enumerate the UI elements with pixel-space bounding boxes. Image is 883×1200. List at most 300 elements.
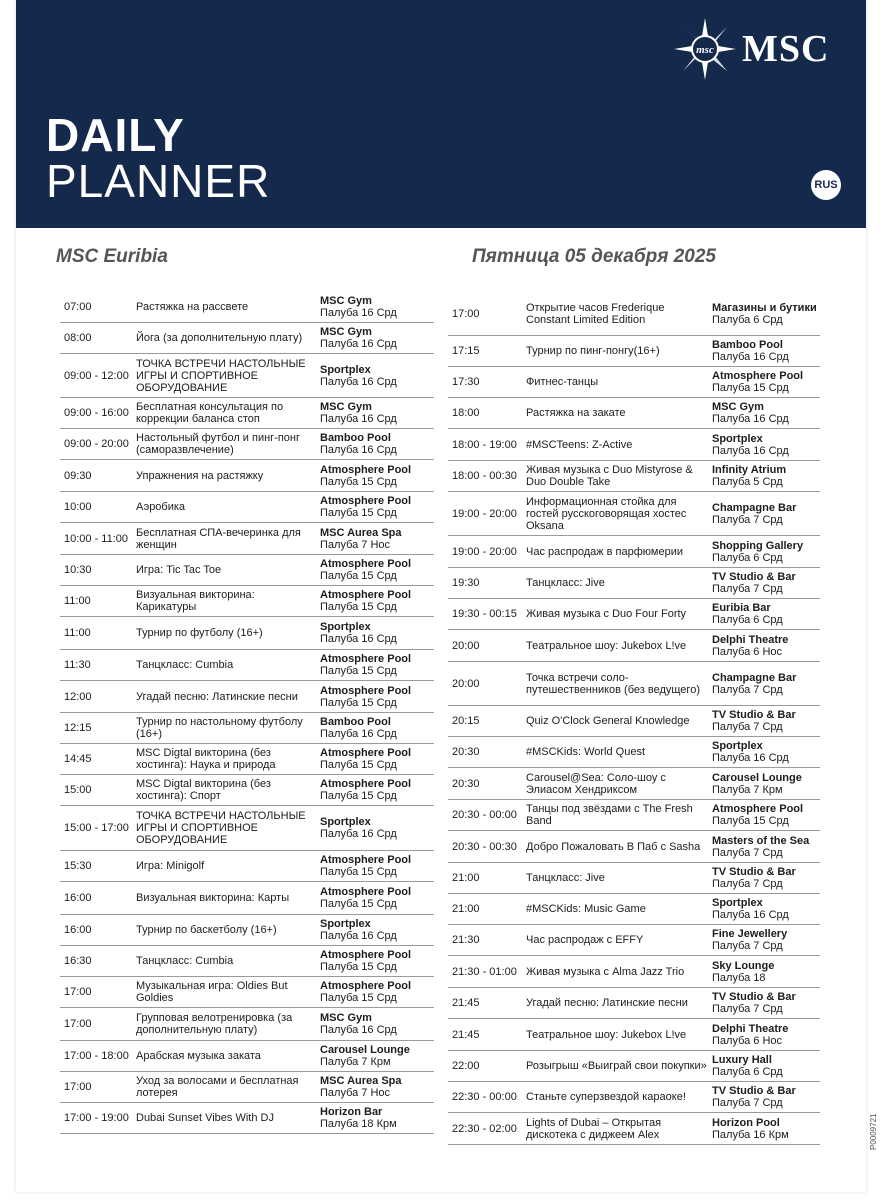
event-location [712,928,820,952]
event-location [320,1012,434,1036]
event-deck: Палуба 16 Срд [320,444,397,456]
schedule-row [448,398,820,429]
schedule-row [448,536,820,568]
schedule-row [448,630,820,662]
event-venue: MSC Aurea Spa [320,526,402,539]
event-activity: Визуальная викторина: Карты [136,892,290,904]
event-location [712,634,820,658]
schedule-right-column [448,292,820,1145]
schedule-row [448,292,820,336]
event-location [712,672,820,696]
schedule-row [60,806,434,851]
event-activity: Танцкласс: Jive [526,577,605,589]
event-venue: Sportplex [320,621,371,633]
schedule-row [448,737,820,768]
event-deck: Палуба 6 Срд [712,313,783,326]
event-venue: Atmosphere Pool [320,778,412,790]
schedule-row [60,617,434,650]
event-activity: Танцкласс: Jive [526,872,605,884]
event-activity: Игра: Tic Tac Toe [136,564,222,576]
event-venue: Bamboo Pool [320,716,391,728]
event-deck: Палуба 7 Срд [712,513,783,526]
event-time: 08:00 [64,332,92,344]
schedule-row [60,555,434,586]
event-activity: Турнир по баскетболу (16+) [136,924,277,936]
event-time: 17:15 [452,345,480,357]
event-time: 09:00 - 16:00 [64,407,129,419]
event-deck: Палуба 15 Срд [320,696,397,709]
schedule-row [448,768,820,800]
event-deck: Палуба 7 Срд [712,683,783,696]
schedule-row [60,1103,434,1134]
event-location [712,709,820,733]
event-venue: Sportplex [712,740,763,752]
event-activity: Розыгрыш «Выиграй свои покупки» [526,1060,707,1072]
event-deck: Палуба 16 Срд [712,909,789,921]
event-venue: Atmosphere Pool [320,653,412,665]
event-location [320,432,434,456]
event-activity: Игра: Minigolf [136,860,205,872]
event-activity: Танцкласс: Cumbia [136,659,234,671]
event-activity: Визуальная викторина: Карикатуры [136,589,255,613]
event-venue: MSC Gym [320,295,372,307]
event-activity: Открытие часов Frederique Constant Limited Edition [526,301,665,326]
event-time: 20:30 [452,746,480,758]
schedule-row [448,956,820,988]
event-activity: Упражнения на растяжку [136,469,264,482]
event-venue: MSC Gym [320,1012,372,1024]
event-location [712,960,820,984]
event-activity: #MSCKids: World Quest [526,746,646,758]
event-venue: Atmosphere Pool [320,886,412,898]
event-deck: Палуба 16 Срд [712,413,789,425]
event-activity: Растяжка на рассвете [136,301,249,313]
event-location [320,1044,434,1068]
event-location [712,339,820,363]
title-planner: PLANNER [46,155,271,207]
event-location [712,1023,820,1047]
event-time: 09:00 - 12:00 [64,369,129,382]
schedule-row [448,429,820,461]
event-deck: Палуба 7 Срд [712,846,783,859]
event-venue: MSC Gym [320,326,372,338]
event-deck: Палуба 15 Срд [320,601,397,613]
event-venue: Sportplex [320,363,371,376]
event-activity: Театральное шоу: Jukebox L!ve [526,1028,687,1041]
language-badge[interactable]: RUS [811,170,841,200]
event-activity: Добро Пожаловать В Паб с Sasha [526,840,701,853]
event-time: 17:00 - 18:00 [64,1050,129,1062]
event-location [712,772,820,796]
event-activity: Уход за волосами и бесплатная лотерея [136,1075,299,1099]
event-deck: Палуба 15 Срд [320,507,397,519]
event-time: 21:30 - 01:00 [452,965,517,978]
event-deck: Палуба 15 Срд [320,961,397,973]
event-venue: Bamboo Pool [712,339,783,351]
schedule-row [60,398,434,429]
schedule-row [60,1072,434,1103]
schedule-row [448,1019,820,1051]
event-time: 11:00 [64,627,91,639]
event-venue: Infinity Atrium [712,464,787,476]
event-activity: Музыкальная игра: Oldies But Goldies [136,980,288,1004]
event-location [320,816,434,840]
event-venue: Sportplex [712,897,763,909]
event-location [320,495,434,519]
schedule-row [448,831,820,863]
event-venue: Atmosphere Pool [712,803,804,815]
event-location [712,1085,820,1109]
event-deck: Палуба 18 Крм [320,1118,397,1130]
event-venue: Delphi Theatre [712,1022,789,1035]
planner-date: Пятница 05 декабря 2025 [472,246,716,267]
event-time: 10:30 [64,564,92,576]
event-deck: Палуба 7 Крм [320,1056,391,1068]
event-time: 15:30 [64,860,92,872]
event-activity: Живая музыка с Alma Jazz Trio [526,965,685,978]
event-venue: Atmosphere Pool [320,854,412,866]
event-activity: Lights of Dubai – Открытая дискотека с диджеем Alex [526,1116,662,1141]
title-daily: DAILY [46,109,185,161]
event-activity: Бесплатная СПА-вечеринка для женщин [136,526,301,551]
event-location [712,897,820,921]
event-venue: MSC Aurea Spa [320,1075,402,1087]
event-time: 17:00 [452,307,480,320]
schedule-row [448,336,820,367]
event-deck: Палуба 16 Срд [320,375,397,388]
event-time: 16:30 [64,955,92,967]
event-venue: MSC Gym [712,401,764,413]
event-activity: Станьте суперзвездой караоке! [526,1091,686,1103]
schedule-row [60,882,434,915]
event-deck: Палуба 15 Срд [320,665,397,677]
event-time: 22:30 - 02:00 [452,1122,517,1135]
schedule-row [60,775,434,806]
event-deck: Палуба 15 Срд [712,815,789,827]
event-location [712,803,820,827]
event-venue: Delphi Theatre [712,633,789,646]
schedule-row [60,1008,434,1041]
event-location [712,401,820,425]
event-time: 17:00 - 19:00 [64,1112,129,1124]
schedule-row [448,1082,820,1113]
event-time: 11:00 [64,595,91,607]
event-time: 21:45 [452,997,480,1009]
event-location [320,527,434,551]
event-activity: Quiz O'Clock General Knowledge [526,715,690,727]
schedule-row [448,367,820,398]
event-time: 20:00 [452,677,480,690]
event-venue: TV Studio & Bar [712,1085,796,1097]
schedule-row [60,946,434,977]
event-time: 17:00 [64,986,92,998]
event-deck: Палуба 16 Срд [320,338,397,350]
daily-planner-page [16,0,878,1192]
event-location [712,740,820,764]
event-location [320,918,434,942]
schedule-row [60,915,434,946]
event-deck: Палуба 15 Срд [712,382,789,394]
event-deck: Палуба 15 Срд [320,898,397,910]
event-activity: Живая музыка с Duo Four Forty [526,608,687,620]
event-location [712,866,820,890]
event-activity: Carousel@Sea: Соло-шоу с Элиасом Хендриксом [526,771,666,796]
event-activity: #MSCTeens: Z-Active [526,438,633,451]
event-deck: Палуба 15 Срд [320,570,397,582]
event-location [320,1106,434,1130]
event-time: 19:00 - 20:00 [452,507,517,520]
event-time: 15:00 - 17:00 [64,822,129,834]
compass-rose-icon [672,16,738,82]
event-deck: Палуба 6 Срд [712,1066,783,1078]
event-time: 21:00 [452,872,480,884]
event-venue: TV Studio & Bar [712,709,796,721]
event-location [320,886,434,910]
event-deck: Палуба 16 Срд [712,351,789,363]
schedule-row [448,863,820,894]
event-activity: ТОЧКА ВСТРЕЧИ НАСТОЛЬНЫЕ ИГРЫ И СПОРТИВНОЕ ОБОРУДОВАНИЕ [136,357,306,394]
event-deck: Палуба 7 Срд [712,721,783,733]
event-venue: TV Studio & Bar [712,571,796,583]
event-location [712,502,820,526]
event-time: 18:00 - 00:30 [452,470,517,482]
event-venue: Sky Lounge [712,959,775,972]
event-time: 18:00 [452,407,480,419]
event-time: 20:30 [452,777,480,790]
event-venue: Shopping Gallery [712,539,804,552]
schedule-row [448,599,820,630]
schedule-row [60,460,434,492]
schedule-row [448,662,820,706]
event-deck: Палуба 16 Срд [712,752,789,764]
event-deck: Палуба 5 Срд [712,476,783,488]
event-location [712,302,820,326]
event-venue: Atmosphere Pool [320,463,412,476]
event-venue: TV Studio & Bar [712,866,796,878]
schedule-row [60,681,434,713]
event-deck: Палуба 7 Крм [712,783,783,796]
event-venue: Atmosphere Pool [320,589,412,601]
event-deck: Палуба 7 Срд [712,878,783,890]
event-deck: Палуба 16 Срд [320,633,397,645]
event-location [320,980,434,1004]
event-deck: Палуба 16 Срд [320,930,397,942]
event-deck: Палуба 16 Срд [320,728,397,740]
event-activity: Dubai Sunset Vibes With DJ [136,1112,274,1124]
schedule-row [448,706,820,737]
event-deck: Палуба 6 Нос [712,645,783,658]
event-time: 14:45 [64,753,92,765]
schedule-row [448,800,820,831]
event-activity: Час распродаж в парфюмерии [526,545,683,558]
event-activity: Танцкласс: Cumbia [136,955,234,967]
event-venue: Atmosphere Pool [320,558,412,570]
event-time: 12:00 [64,690,92,703]
schedule-row [60,650,434,681]
event-location [712,370,820,394]
event-activity: Танцы под звёздами с The Fresh Band [526,803,693,827]
event-time: 12:15 [64,722,92,734]
event-location [320,464,434,488]
event-venue: Atmosphere Pool [320,949,412,961]
event-activity: Угадай песню: Латинские песни [136,690,298,703]
event-venue: Atmosphere Pool [320,980,412,992]
event-deck: Палуба 7 Срд [712,583,783,595]
event-venue: Carousel Lounge [712,771,802,784]
event-activity: Час распродаж с EFFY [526,934,644,946]
event-time: 16:00 [64,924,92,936]
event-activity: ТОЧКА ВСТРЕЧИ НАСТОЛЬНЫЕ ИГРЫ И СПОРТИВНОЕ ОБОРУДОВАНИЕ [136,810,306,846]
event-location [320,716,434,740]
schedule-row [60,523,434,555]
event-venue: MSC Gym [320,401,372,413]
event-location [712,571,820,595]
event-time: 09:30 [64,469,92,482]
event-time: 15:00 [64,784,92,796]
event-location [320,558,434,582]
logo-monogram: msc [696,44,714,56]
event-venue: TV Studio & Bar [712,991,796,1003]
event-time: 19:30 - 00:15 [452,608,517,620]
event-activity: Информационная стойка для гостей русскоговорящая хостес Oksana [526,495,687,532]
event-activity: Театральное шоу: Jukebox L!ve [526,639,687,652]
event-deck: Палуба 7 Нос [320,538,391,551]
event-deck: Палуба 16 Срд [320,828,397,840]
event-venue: Sportplex [712,432,763,445]
event-deck: Палуба 7 Срд [712,1097,783,1109]
event-time: 22:00 [452,1060,480,1072]
event-location [320,854,434,878]
event-venue: Carousel Lounge [320,1044,410,1056]
event-activity: Групповая велотренировка (за дополнительную плату) [136,1012,293,1036]
event-venue: Champagne Bar [712,501,797,514]
schedule-row [60,323,434,354]
event-venue: Masters of the Sea [712,834,810,847]
ship-name: MSC Euribia [56,246,168,267]
event-deck: Палуба 7 Срд [712,940,783,952]
schedule-row [448,568,820,599]
event-time: 09:00 - 20:00 [64,438,129,450]
event-location [320,747,434,771]
event-activity: Турнир по футболу (16+) [136,627,263,639]
event-location [320,326,434,350]
event-venue: Horizon Bar [320,1106,383,1118]
event-activity: Точка встречи соло-путешественников (без ведущего) [526,671,700,696]
schedule-row [60,713,434,744]
event-activity: MSC Digtal викторина (без хостинга): Спорт [136,778,271,802]
schedule-row [448,894,820,925]
event-venue: Atmosphere Pool [320,495,412,507]
schedule-row [448,461,820,492]
document-code: P0009721 [869,1113,878,1150]
event-venue: Champagne Bar [712,671,797,684]
event-location [320,401,434,425]
brand-name: MSC [742,28,830,70]
event-location [712,1054,820,1078]
event-activity: Угадай песню: Латинские песни [526,997,688,1009]
event-time: 21:45 [452,1028,480,1041]
event-deck: Палуба 15 Срд [320,475,397,488]
event-deck: Палуба 15 Срд [320,866,397,878]
schedule-row [60,977,434,1008]
event-deck: Палуба 15 Срд [320,790,397,802]
event-deck: Палуба 7 Нос [320,1087,391,1099]
event-activity: Растяжка на закате [526,407,626,419]
event-time: 21:00 [452,903,480,915]
schedule-row [448,1113,820,1145]
event-location [320,589,434,613]
schedule-row [60,492,434,523]
event-venue: Atmosphere Pool [320,684,412,697]
event-time: 20:30 - 00:30 [452,840,517,853]
event-time: 11:30 [64,659,91,671]
event-deck: Палуба 16 Срд [712,444,789,457]
event-time: 20:15 [452,715,480,727]
schedule-row [448,925,820,956]
event-location [320,685,434,709]
event-time: 19:30 [452,577,480,589]
event-deck: Палуба 6 Срд [712,551,783,564]
event-deck: Палуба 16 Крм [712,1128,789,1141]
event-location [712,433,820,457]
event-time: 19:00 - 20:00 [452,545,517,558]
event-time: 07:00 [64,301,92,313]
event-location [712,991,820,1015]
event-deck: Палуба 16 Срд [320,413,397,425]
event-time: 20:30 - 00:00 [452,809,517,821]
schedule-row [60,354,434,398]
schedule-row [60,851,434,882]
event-location [320,295,434,319]
event-location [320,653,434,677]
event-location [320,1075,434,1099]
event-location [320,621,434,645]
event-deck: Палуба 16 Срд [320,1024,397,1036]
event-location [320,364,434,388]
event-time: 17:30 [452,376,480,388]
event-venue: Atmosphere Pool [712,370,804,382]
event-deck: Палуба 6 Нос [712,1034,783,1047]
schedule-row [448,492,820,536]
event-location [320,949,434,973]
event-location [712,1117,820,1141]
schedule-row [60,1041,434,1072]
event-location [712,602,820,626]
event-time: 10:00 [64,501,92,513]
event-activity: Аэробика [136,501,186,513]
event-location [712,464,820,488]
schedule-row [448,1051,820,1082]
schedule-row [60,292,434,323]
event-deck: Палуба 7 Срд [712,1003,783,1015]
schedule-row [448,988,820,1019]
event-time: 20:00 [452,639,480,652]
schedule-row [60,744,434,775]
event-activity: Турнир по пинг-понгу(16+) [526,345,660,357]
event-time: 18:00 - 19:00 [452,438,517,451]
event-activity: Турнир по настольному футболу (16+) [136,716,303,740]
event-deck: Палуба 15 Срд [320,759,397,771]
event-deck: Палуба 15 Срд [320,992,397,1004]
event-time: 22:30 - 00:00 [452,1091,517,1103]
msc-logo [672,16,847,82]
event-activity: Йога (за дополнительную плату) [136,332,303,344]
event-venue: Euribia Bar [712,602,771,614]
event-deck: Палуба 6 Срд [712,614,783,626]
event-activity: Фитнес-танцы [526,376,599,388]
event-venue: Sportplex [320,918,371,930]
header-banner [16,0,866,228]
